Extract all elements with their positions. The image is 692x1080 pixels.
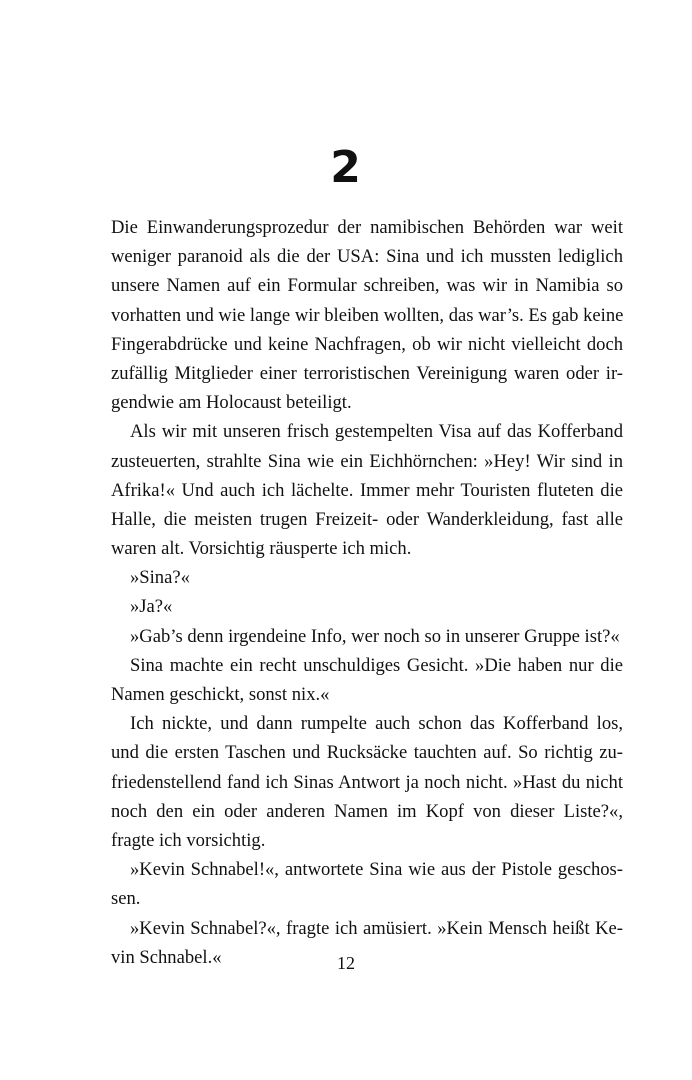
text-line: zufällig Mitglieder einer terroristischen Vereinigung waren oder ir- [111, 362, 623, 384]
text-line: »Ja?« [130, 596, 173, 618]
text-line: friedenstellend fand ich Sinas Antwort ja noch nicht. »Hast du nicht [111, 771, 623, 793]
text-line: unsere Namen auf ein Formular schreiben, was wir in Namibia so [111, 275, 623, 297]
text-line: Als wir mit unseren frisch gestempelten Visa auf das Kofferband [130, 421, 623, 443]
page-number: 12 [337, 953, 355, 973]
text-line: waren alt. Vorsichtig räusperte ich mich. [111, 538, 412, 560]
text-line: noch den ein oder anderen Namen im Kopf von dieser Liste?«, [111, 800, 623, 822]
body-text [111, 213, 623, 972]
text-line: vorhatten und wie lange wir bleiben wollten, das war’s. Es gab keine [111, 304, 624, 326]
text-line: Halle, die meisten trugen Freizeit- oder Wanderkleidung, fast alle [111, 508, 623, 530]
text-line: Namen geschickt, sonst nix.« [111, 684, 330, 705]
chapter-number: 2 [330, 142, 362, 193]
text-line: Afrika!« Und auch ich lächelte. Immer mehr Touristen fluteten die [111, 479, 623, 501]
text-line: sen. [111, 888, 141, 910]
text-line: Ich nickte, und dann rumpelte auch schon das Kofferband los, [130, 713, 623, 735]
text-line: »Sina?« [130, 567, 190, 589]
text-line: weniger paranoid als die der USA: Sina und ich mussten lediglich [111, 246, 623, 268]
text-line: und die ersten Taschen und Rucksäcke tauchten auf. So richtig zu- [111, 742, 623, 764]
text-line: zusteuerten, strahlte Sina wie ein Eichhörnchen: »Hey! Wir sind in [111, 450, 623, 472]
text-line: »Gab’s denn irgendeine Info, wer noch so in unserer Gruppe ist?« [130, 625, 620, 647]
text-line: »Kevin Schnabel?«, fragte ich amüsiert. »Kein Mensch heißt Ke- [130, 917, 623, 939]
text-line: fragte ich vorsichtig. [111, 829, 266, 851]
text-line: vin Schnabel.« [111, 946, 222, 968]
text-line: »Kevin Schnabel!«, antwortete Sina wie aus der Pistole geschos- [130, 859, 623, 881]
text-line: Die Einwanderungsprozedur der namibischen Behörden war weit [111, 217, 623, 238]
text-line: Sina machte ein recht unschuldiges Gesicht. »Die haben nur die [130, 654, 623, 676]
text-line: Fingerabdrücke und keine Nachfragen, ob wir nicht vielleicht doch [111, 333, 623, 355]
text-line: gendwie am Holocaust beteiligt. [111, 392, 352, 414]
